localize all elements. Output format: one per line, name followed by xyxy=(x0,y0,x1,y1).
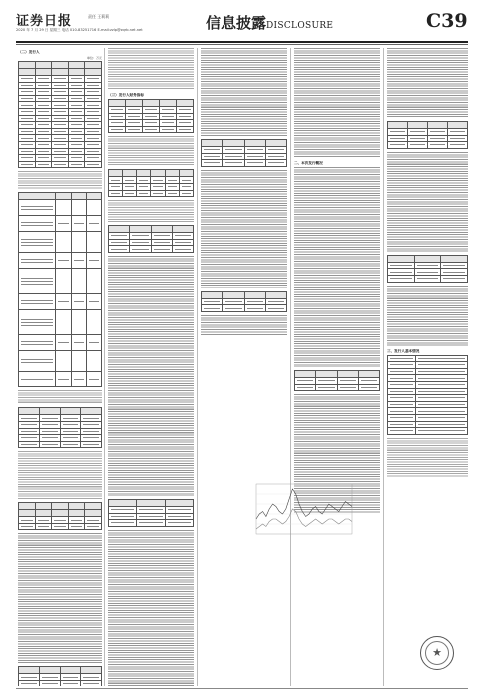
body-text xyxy=(387,286,468,346)
body-text xyxy=(18,451,102,499)
body-text xyxy=(387,438,468,478)
official-seal xyxy=(420,636,454,670)
section-title xyxy=(206,12,333,33)
body-text xyxy=(18,390,102,404)
body-text xyxy=(201,170,287,288)
indicator-table xyxy=(108,225,194,253)
data-table xyxy=(387,255,468,283)
body-text xyxy=(18,533,102,663)
footer-rule xyxy=(16,688,468,689)
header-rule-thin xyxy=(16,44,468,45)
data-table xyxy=(294,370,380,391)
column-divider xyxy=(104,48,105,686)
column-5-heading: 三、发行人基本情况 xyxy=(387,348,420,353)
body-text xyxy=(294,167,380,367)
financial-table xyxy=(18,192,102,387)
header-rule xyxy=(16,41,468,43)
section-title-en: DISCLOSURE xyxy=(266,21,334,31)
data-table xyxy=(387,121,468,149)
body-text xyxy=(108,256,194,496)
column-divider xyxy=(290,48,291,686)
editor-credit: 责任 王莉莉 xyxy=(88,14,110,19)
financial-table xyxy=(18,407,102,448)
unit-note: 单位：万元 xyxy=(86,56,102,60)
column-1-heading: （二）发行人 xyxy=(18,50,40,54)
trend-chart xyxy=(246,480,356,540)
seal-star-icon: ★ xyxy=(432,646,442,659)
series-line-2 xyxy=(256,509,352,529)
column-4-heading: 二、本次发行概况 xyxy=(294,161,323,165)
body-text xyxy=(201,315,287,335)
indicator-table xyxy=(108,169,194,197)
body-text xyxy=(294,48,380,158)
column-1 xyxy=(18,48,102,686)
column-divider xyxy=(197,48,198,686)
financial-table xyxy=(18,61,102,168)
company-info-table xyxy=(387,355,468,435)
column-2 xyxy=(108,48,194,686)
column-3 xyxy=(201,48,287,686)
financial-table xyxy=(18,502,102,530)
issue-meta: 2020 年 7 月 29 日 星期三 电话 010-83251716 E-mail:zzlp@zqrb.net.net xyxy=(16,28,143,32)
body-text xyxy=(108,136,194,166)
body-text xyxy=(108,530,194,686)
masthead xyxy=(0,0,484,44)
body-text xyxy=(108,48,194,90)
newspaper-brand: 证券日报 xyxy=(16,14,73,29)
column-5 xyxy=(387,48,468,686)
financial-table xyxy=(18,666,102,686)
indicator-table xyxy=(108,499,194,527)
data-table xyxy=(201,139,287,167)
chart-plot xyxy=(246,480,356,540)
column-2-heading: （三）发行人财务指标 xyxy=(108,93,144,97)
section-title-cn: 信息披露 xyxy=(206,14,267,32)
page-number: C39 xyxy=(426,10,468,32)
body-text xyxy=(387,152,468,252)
plot-frame xyxy=(256,484,352,534)
data-table xyxy=(201,291,287,312)
column-4 xyxy=(294,48,380,686)
body-text xyxy=(387,48,468,118)
body-text xyxy=(108,200,194,222)
body-text xyxy=(18,171,102,189)
indicator-table xyxy=(108,99,194,133)
body-text xyxy=(201,48,287,136)
column-divider xyxy=(383,48,384,686)
